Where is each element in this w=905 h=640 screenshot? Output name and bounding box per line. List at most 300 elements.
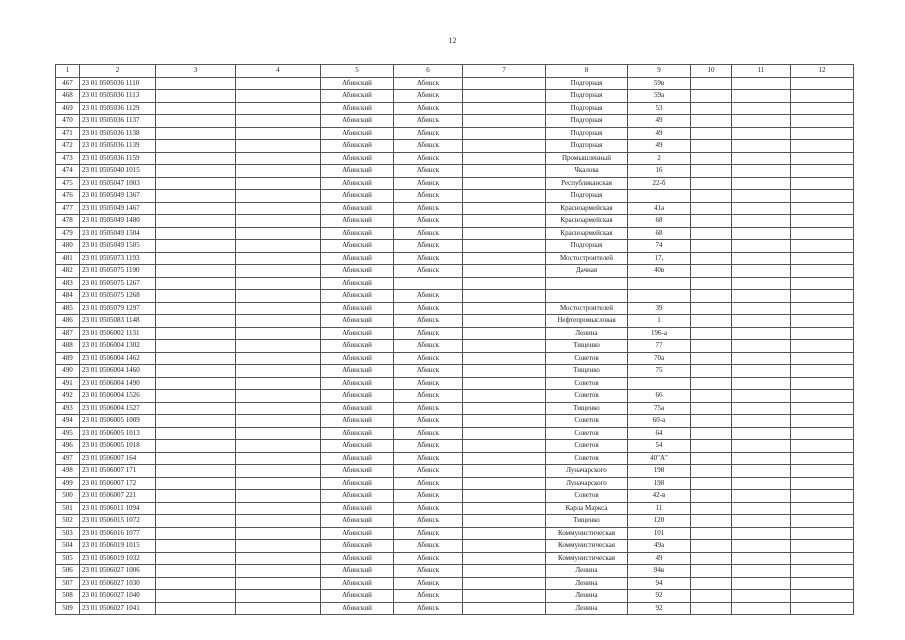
row-number-cell: 474 [56,165,80,178]
street-cell: Ленина [546,590,628,603]
col-11-cell [732,477,791,490]
street-cell: Подгорная [546,77,628,90]
col-11-cell [732,127,791,140]
cadastral-number-cell: 23 01 0506019 1032 [80,552,156,565]
house-number-cell: 49 [628,552,691,565]
locality-cell: Абинск [394,365,463,378]
col-4-cell [236,390,321,403]
street-cell: Мостостроителей [546,252,628,265]
col-10-cell [691,490,732,503]
col-4-cell [236,315,321,328]
street-cell: Красноармейская [546,215,628,228]
col-7-cell [463,165,546,178]
col-4-cell [236,340,321,353]
district-cell: Абинский [321,265,394,278]
cadastral-number-cell: 23 01 0505075 1190 [80,265,156,278]
col-7-cell [463,365,546,378]
col-3-cell [156,290,236,303]
street-cell: Луначарского [546,465,628,478]
locality-cell: Абинск [394,377,463,390]
district-cell: Абинский [321,527,394,540]
house-number-cell: 40в [628,265,691,278]
col-4-cell [236,602,321,615]
street-cell: Тищенко [546,515,628,528]
locality-cell: Абинск [394,327,463,340]
district-cell: Абинский [321,352,394,365]
col-7-cell [463,327,546,340]
house-number-cell: 39 [628,302,691,315]
district-cell: Абинский [321,177,394,190]
col-12-cell [791,165,854,178]
table-row [56,227,854,240]
house-number-cell: 75 [628,365,691,378]
district-cell: Абинский [321,465,394,478]
street-cell: Коммунистическая [546,527,628,540]
house-number-cell: 66 [628,390,691,403]
col-3-cell [156,215,236,228]
locality-cell: Абинск [394,240,463,253]
col-3-cell [156,402,236,415]
district-cell: Абинский [321,565,394,578]
col-12-cell [791,265,854,278]
table-row [56,402,854,415]
row-number-cell: 496 [56,440,80,453]
table-row [56,127,854,140]
row-number-cell: 500 [56,490,80,503]
col-4-cell [236,90,321,103]
column-header: 2 [80,65,156,78]
row-number-cell: 477 [56,202,80,215]
col-11-cell [732,577,791,590]
col-11-cell [732,277,791,290]
col-7-cell [463,240,546,253]
cadastral-number-cell: 23 01 0506007 171 [80,465,156,478]
district-cell: Абинский [321,377,394,390]
col-10-cell [691,252,732,265]
locality-cell: Абинск [394,502,463,515]
house-number-cell: 53 [628,102,691,115]
col-12-cell [791,252,854,265]
cadastral-number-cell: 23 01 0506015 1072 [80,515,156,528]
col-11-cell [732,502,791,515]
table-row [56,590,854,603]
row-number-cell: 482 [56,265,80,278]
col-4-cell [236,252,321,265]
table-row [56,552,854,565]
district-cell: Абинский [321,315,394,328]
locality-cell: Абинск [394,427,463,440]
col-7-cell [463,527,546,540]
col-7-cell [463,552,546,565]
column-header: 5 [321,65,394,78]
district-cell: Абинский [321,102,394,115]
col-10-cell [691,590,732,603]
cadastral-number-cell: 23 01 0506027 1006 [80,565,156,578]
house-number-cell [628,290,691,303]
row-number-cell: 502 [56,515,80,528]
house-number-cell [628,377,691,390]
district-cell: Абинский [321,477,394,490]
registry-body [56,65,854,615]
house-number-cell: 42-в [628,490,691,503]
row-number-cell: 497 [56,452,80,465]
street-cell: Промышленный [546,152,628,165]
table-row [56,440,854,453]
cadastral-number-cell: 23 01 0505049 1505 [80,240,156,253]
col-3-cell [156,340,236,353]
col-4-cell [236,190,321,203]
col-3-cell [156,490,236,503]
district-cell: Абинский [321,190,394,203]
col-10-cell [691,365,732,378]
col-4-cell [236,277,321,290]
cadastral-number-cell: 23 01 0505036 1138 [80,127,156,140]
col-12-cell [791,202,854,215]
cadastral-number-cell: 23 01 0506011 1094 [80,502,156,515]
col-12-cell [791,302,854,315]
column-header: 1 [56,65,80,78]
row-number-cell: 481 [56,252,80,265]
street-cell: Ленина [546,327,628,340]
col-12-cell [791,90,854,103]
col-10-cell [691,502,732,515]
col-10-cell [691,515,732,528]
locality-cell: Абинск [394,340,463,353]
col-7-cell [463,77,546,90]
house-number-cell [628,190,691,203]
table-row [56,215,854,228]
column-header: 4 [236,65,321,78]
col-7-cell [463,102,546,115]
cadastral-number-cell: 23 01 0505073 1193 [80,252,156,265]
col-4-cell [236,215,321,228]
col-11-cell [732,515,791,528]
locality-cell: Абинск [394,515,463,528]
col-7-cell [463,340,546,353]
table-row [56,90,854,103]
street-cell: Тищенко [546,365,628,378]
house-number-cell: 49 [628,115,691,128]
col-11-cell [732,90,791,103]
street-cell: Подгорная [546,102,628,115]
col-11-cell [732,202,791,215]
locality-cell: Абинск [394,190,463,203]
district-cell: Абинский [321,490,394,503]
col-12-cell [791,440,854,453]
col-10-cell [691,215,732,228]
col-4-cell [236,202,321,215]
district-cell: Абинский [321,127,394,140]
row-number-cell: 503 [56,527,80,540]
col-12-cell [791,565,854,578]
col-11-cell [732,365,791,378]
house-number-cell: 198 [628,465,691,478]
table-row [56,340,854,353]
col-4-cell [236,115,321,128]
col-11-cell [732,390,791,403]
table-row [56,177,854,190]
col-3-cell [156,90,236,103]
col-3-cell [156,440,236,453]
district-cell: Абинский [321,590,394,603]
col-3-cell [156,602,236,615]
col-4-cell [236,440,321,453]
col-11-cell [732,590,791,603]
col-10-cell [691,552,732,565]
row-number-cell: 507 [56,577,80,590]
house-number-cell: 2 [628,152,691,165]
house-number-cell: 77 [628,340,691,353]
cadastral-number-cell: 23 01 0505049 1367 [80,190,156,203]
col-12-cell [791,452,854,465]
table-row [56,102,854,115]
district-cell: Абинский [321,515,394,528]
col-4-cell [236,152,321,165]
street-cell: Мостостроителей [546,302,628,315]
col-10-cell [691,315,732,328]
col-10-cell [691,427,732,440]
col-10-cell [691,90,732,103]
col-11-cell [732,427,791,440]
district-cell: Абинский [321,502,394,515]
cadastral-number-cell: 23 01 0505049 1504 [80,227,156,240]
street-cell: Ленина [546,602,628,615]
column-header: 10 [691,65,732,78]
cadastral-number-cell: 23 01 0506004 1526 [80,390,156,403]
column-header: 11 [732,65,791,78]
col-12-cell [791,590,854,603]
col-11-cell [732,540,791,553]
row-number-cell: 488 [56,340,80,353]
locality-cell [394,277,463,290]
col-11-cell [732,340,791,353]
locality-cell: Абинск [394,265,463,278]
locality-cell: Абинск [394,252,463,265]
col-3-cell [156,477,236,490]
col-12-cell [791,352,854,365]
row-number-cell: 473 [56,152,80,165]
cadastral-number-cell: 23 01 0505036 1113 [80,90,156,103]
district-cell: Абинский [321,602,394,615]
col-3-cell [156,102,236,115]
col-11-cell [732,102,791,115]
col-7-cell [463,115,546,128]
house-number-cell: 75а [628,402,691,415]
house-number-cell: 94в [628,565,691,578]
col-10-cell [691,202,732,215]
col-3-cell [156,77,236,90]
street-cell: Советов [546,415,628,428]
row-number-cell: 485 [56,302,80,315]
col-3-cell [156,240,236,253]
col-10-cell [691,527,732,540]
cadastral-number-cell: 23 01 0506007 172 [80,477,156,490]
district-cell: Абинский [321,327,394,340]
col-4-cell [236,515,321,528]
house-number-cell: 68 [628,215,691,228]
col-11-cell [732,465,791,478]
col-4-cell [236,527,321,540]
row-number-cell: 490 [56,365,80,378]
col-3-cell [156,590,236,603]
col-7-cell [463,127,546,140]
col-11-cell [732,527,791,540]
house-number-cell [628,277,691,290]
house-number-cell: 11 [628,502,691,515]
cadastral-number-cell: 23 01 0506004 1460 [80,365,156,378]
col-10-cell [691,340,732,353]
col-12-cell [791,427,854,440]
house-number-cell: 70а [628,352,691,365]
district-cell: Абинский [321,427,394,440]
col-12-cell [791,465,854,478]
col-3-cell [156,165,236,178]
col-7-cell [463,152,546,165]
street-cell: Советов [546,377,628,390]
table-row [56,352,854,365]
cadastral-number-cell: 23 01 0506007 221 [80,490,156,503]
col-12-cell [791,190,854,203]
col-3-cell [156,202,236,215]
column-header: 9 [628,65,691,78]
column-header: 3 [156,65,236,78]
house-number-cell: 64 [628,427,691,440]
house-number-cell: 22-б [628,177,691,190]
col-12-cell [791,365,854,378]
table-row [56,277,854,290]
col-12-cell [791,290,854,303]
street-cell: Советов [546,440,628,453]
col-7-cell [463,390,546,403]
col-3-cell [156,390,236,403]
district-cell: Абинский [321,577,394,590]
locality-cell: Абинск [394,140,463,153]
col-4-cell [236,415,321,428]
col-12-cell [791,240,854,253]
col-4-cell [236,377,321,390]
col-4-cell [236,102,321,115]
cadastral-number-cell: 23 01 0506004 1302 [80,340,156,353]
col-3-cell [156,465,236,478]
col-10-cell [691,565,732,578]
col-3-cell [156,565,236,578]
district-cell: Абинский [321,140,394,153]
table-row [56,602,854,615]
table-row [56,115,854,128]
cadastral-number-cell: 23 01 0505075 1267 [80,277,156,290]
col-11-cell [732,377,791,390]
row-number-cell: 487 [56,327,80,340]
col-11-cell [732,227,791,240]
col-10-cell [691,127,732,140]
col-4-cell [236,590,321,603]
row-number-cell: 484 [56,290,80,303]
col-12-cell [791,390,854,403]
col-10-cell [691,152,732,165]
col-12-cell [791,215,854,228]
table-row [56,315,854,328]
row-number-cell: 501 [56,502,80,515]
col-10-cell [691,227,732,240]
col-12-cell [791,77,854,90]
col-3-cell [156,577,236,590]
street-cell: Красноармейская [546,227,628,240]
col-7-cell [463,477,546,490]
row-number-cell: 469 [56,102,80,115]
col-4-cell [236,465,321,478]
col-11-cell [732,77,791,90]
house-number-cell: 92 [628,602,691,615]
locality-cell: Абинск [394,202,463,215]
street-cell: Советов [546,390,628,403]
table-row [56,427,854,440]
col-3-cell [156,415,236,428]
street-cell: Коммунистическая [546,552,628,565]
street-cell: Советов [546,352,628,365]
house-number-cell: 74 [628,240,691,253]
locality-cell: Абинск [394,440,463,453]
street-cell: Подгорная [546,240,628,253]
col-11-cell [732,352,791,365]
table-row [56,327,854,340]
col-10-cell [691,115,732,128]
col-4-cell [236,227,321,240]
cadastral-number-cell: 23 01 0505040 1015 [80,165,156,178]
cadastral-number-cell: 23 01 0506004 1527 [80,402,156,415]
street-cell: Советов [546,452,628,465]
locality-cell: Абинск [394,77,463,90]
col-10-cell [691,415,732,428]
col-3-cell [156,315,236,328]
col-3-cell [156,377,236,390]
col-4-cell [236,290,321,303]
house-number-cell: 54 [628,440,691,453]
col-7-cell [463,315,546,328]
locality-cell: Абинск [394,152,463,165]
house-number-cell: 1 [628,315,691,328]
table-row [56,390,854,403]
row-number-cell: 479 [56,227,80,240]
street-cell: Луначарского [546,477,628,490]
district-cell: Абинский [321,240,394,253]
cadastral-number-cell: 23 01 0506005 1018 [80,440,156,453]
col-7-cell [463,140,546,153]
table-row [56,77,854,90]
col-7-cell [463,465,546,478]
table-row [56,365,854,378]
locality-cell: Абинск [394,227,463,240]
column-header: 7 [463,65,546,78]
house-number-cell: 17, [628,252,691,265]
row-number-cell: 467 [56,77,80,90]
col-7-cell [463,177,546,190]
col-4-cell [236,452,321,465]
col-10-cell [691,477,732,490]
cadastral-number-cell: 23 01 0506004 1490 [80,377,156,390]
col-11-cell [732,115,791,128]
district-cell: Абинский [321,302,394,315]
table-row [56,252,854,265]
col-12-cell [791,115,854,128]
cadastral-number-cell: 23 01 0505036 1137 [80,115,156,128]
table-row [56,377,854,390]
col-10-cell [691,302,732,315]
cadastral-number-cell: 23 01 0506027 1041 [80,602,156,615]
col-7-cell [463,277,546,290]
house-number-cell: 120 [628,515,691,528]
cadastral-number-cell: 23 01 0505075 1268 [80,290,156,303]
row-number-cell: 506 [56,565,80,578]
